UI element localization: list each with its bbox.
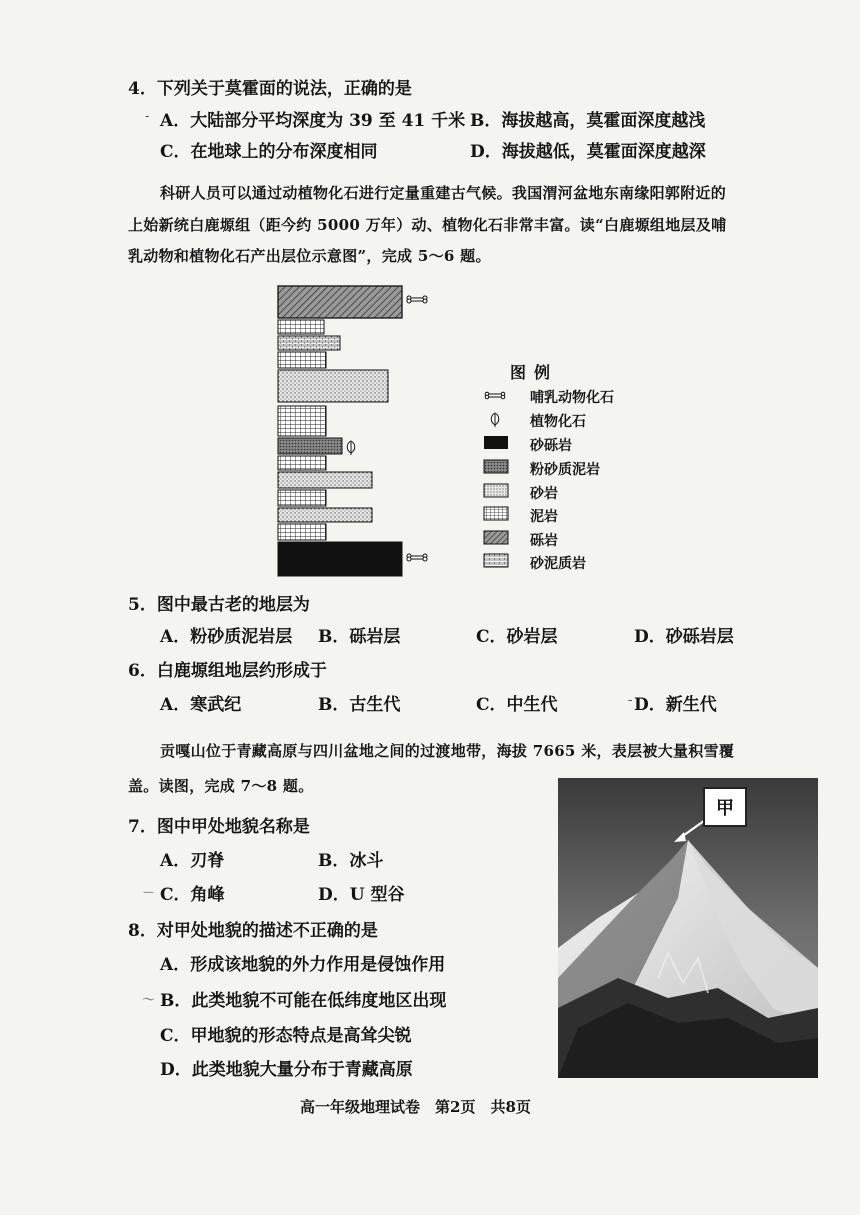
legend-label-conglomerate: 砾岩 bbox=[530, 533, 558, 549]
bone-icon bbox=[407, 296, 427, 303]
q6-option-c: C．中生代 bbox=[476, 695, 558, 715]
q7-stem: 7．图中甲处地貌名称是 bbox=[128, 817, 310, 837]
photo-label-jia: 甲 bbox=[703, 787, 747, 827]
q8-option-b: B．此类地貌不可能在低纬度地区出现 bbox=[160, 991, 447, 1011]
legend-label-sandstone: 砂岩 bbox=[530, 486, 558, 502]
intro-7-8-line1: 贡嘎山位于青藏高原与四川盆地之间的过渡地带，海拔 7665 米，表层被大量积雪覆 bbox=[160, 742, 735, 760]
solid-black-swatch bbox=[484, 436, 508, 449]
q6-option-b: B．古生代 bbox=[318, 695, 401, 715]
strata-column-diagram bbox=[270, 280, 440, 580]
q7-option-b: B．冰斗 bbox=[318, 851, 384, 871]
layer-sandy-conglomerate bbox=[278, 542, 402, 576]
legend-label-mammal-fossil: 哺乳动物化石 bbox=[530, 390, 614, 406]
page-footer: 高一年级地理试卷 第2页 共8页 bbox=[300, 1098, 531, 1116]
legend-label-sandy-conglomerate: 砂砾岩 bbox=[530, 438, 572, 454]
intro-5-6-line1: 科研人员可以通过动植物化石进行定量重建古气候。我国渭河盆地东南缘阳郭附近的 bbox=[160, 184, 727, 202]
q8-option-c: C．甲地貌的形态特点是高耸尖锐 bbox=[160, 1026, 412, 1046]
brick-dot-swatch bbox=[484, 554, 508, 567]
q7-option-a: A．刃脊 bbox=[160, 851, 225, 871]
mountain-photo bbox=[558, 778, 818, 1078]
leaf-icon bbox=[491, 413, 499, 427]
q7-option-d: D．U 型谷 bbox=[318, 885, 405, 905]
q6-answer-mark: - bbox=[628, 693, 633, 708]
bone-icon bbox=[485, 392, 505, 399]
legend-label-sandy-mudstone: 砂泥质岩 bbox=[530, 556, 586, 572]
stipple-swatch bbox=[484, 484, 508, 497]
layer-mudstone bbox=[278, 524, 326, 540]
q7-option-c: C．角峰 bbox=[160, 885, 225, 905]
layer-mudstone bbox=[278, 320, 324, 334]
intro-5-6-line2: 上始新统白鹿塬组（距今约 5000 万年）动、植物化石非常丰富。读“白鹿塬组地层及哺 bbox=[128, 216, 727, 234]
q8-stem: 8．对甲处地貌的描述不正确的是 bbox=[128, 921, 378, 941]
layer-mudstone bbox=[278, 490, 326, 506]
leaf-icon bbox=[347, 441, 355, 455]
layer-sandy-mudstone bbox=[278, 336, 340, 350]
layer-sandstone bbox=[278, 508, 372, 522]
grid-swatch bbox=[484, 507, 508, 520]
q5-option-c: C．砂岩层 bbox=[476, 627, 558, 647]
q5-option-a: A．粉砂质泥岩层 bbox=[160, 627, 293, 647]
layer-mudstone bbox=[278, 352, 326, 368]
layer-mudstone bbox=[278, 456, 326, 470]
q4-option-a: A．大陆部分平均深度为 39 至 41 千米 bbox=[160, 111, 466, 131]
legend-swatches bbox=[478, 386, 514, 572]
layer-silty-mudstone bbox=[278, 438, 342, 454]
layer-sandstone bbox=[278, 472, 372, 488]
layer-sandstone bbox=[278, 370, 388, 402]
q4-stem: 4．下列关于莫霍面的说法，正确的是 bbox=[128, 79, 412, 99]
intro-7-8-line2: 盖。读图，完成 7～8 题。 bbox=[128, 777, 314, 795]
q4-answer-mark: - bbox=[145, 109, 150, 124]
q4-option-b: B．海拔越高，莫霍面深度越浅 bbox=[470, 111, 706, 131]
q7-answer-mark: － bbox=[142, 886, 156, 901]
legend-label-plant-fossil: 植物化石 bbox=[530, 414, 586, 430]
q6-option-a: A．寒武纪 bbox=[160, 695, 242, 715]
legend-label-mudstone: 泥岩 bbox=[530, 509, 558, 525]
bone-icon bbox=[407, 554, 427, 561]
q6-stem: 6．白鹿塬组地层约形成于 bbox=[128, 661, 327, 681]
q8-option-a: A．形成该地貌的外力作用是侵蚀作用 bbox=[160, 955, 446, 975]
dense-stipple-swatch bbox=[484, 460, 508, 473]
legend-title: 图例 bbox=[510, 363, 559, 382]
hatch-swatch bbox=[484, 531, 508, 544]
intro-5-6-line3: 乳动物和植物化石产出层位示意图”，完成 5～6 题。 bbox=[128, 247, 491, 265]
q5-option-d: D．砂砾岩层 bbox=[634, 627, 734, 647]
q8-answer-mark: ～ bbox=[142, 993, 156, 1008]
layer-mudstone bbox=[278, 406, 326, 436]
q4-option-d: D．海拔越低，莫霍面深度越深 bbox=[470, 142, 706, 162]
q6-option-d: D．新生代 bbox=[634, 695, 717, 715]
q5-stem: 5．图中最古老的地层为 bbox=[128, 595, 310, 615]
q8-option-d: D．此类地貌大量分布于青藏高原 bbox=[160, 1060, 413, 1080]
q5-option-b: B．砾岩层 bbox=[318, 627, 401, 647]
layer-conglomerate bbox=[278, 286, 402, 318]
legend-label-silty-mudstone: 粉砂质泥岩 bbox=[530, 462, 600, 478]
q4-option-c: C．在地球上的分布深度相同 bbox=[160, 142, 378, 162]
